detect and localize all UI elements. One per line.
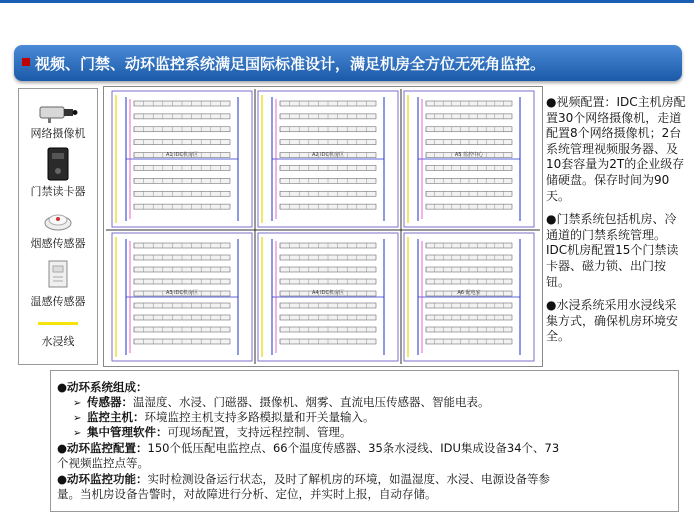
- config-row: [57, 441, 559, 456]
- arrow-bullet-icon: ➢: [73, 428, 82, 439]
- smoke-sensor-icon: [43, 209, 73, 233]
- sensor-row: [73, 395, 490, 411]
- software-text: 可现场配置，支持远程控制、管理。: [167, 425, 352, 439]
- software-label: 集中管理软件：: [87, 425, 168, 439]
- function-row: [57, 472, 550, 487]
- config-label: ●动环监控配置：: [57, 441, 148, 455]
- host-text: 环境监控主机支持多路模拟量和开关量输入。: [144, 410, 375, 424]
- software-row: [73, 425, 352, 441]
- card-reader-icon: [46, 147, 70, 181]
- composition-title: ●动环系统组成：: [57, 380, 148, 394]
- zone-label: A3 IDC机房区: [165, 290, 199, 296]
- legend-label: 温感传感器: [30, 295, 86, 308]
- legend-label: 网络摄像机: [30, 127, 86, 140]
- legend-panel: [18, 88, 98, 365]
- floor-plan-drawing: [104, 87, 542, 366]
- zone-label: A5 监控中心: [454, 152, 484, 158]
- zone-label: A2 IDC机房区: [311, 152, 345, 158]
- zone-label: A6 配电室: [457, 290, 481, 296]
- camera-icon: [38, 101, 78, 125]
- arrow-bullet-icon: ➢: [73, 413, 82, 424]
- environment-monitoring-box: [50, 370, 679, 512]
- temperature-sensor-icon: [43, 259, 73, 293]
- config-row-continued: 个视频监控点等。: [57, 456, 149, 470]
- title-banner: [14, 45, 682, 81]
- legend-label: 水浸线: [41, 335, 75, 348]
- page-title: 视频、门禁、动环监控系统满足国际标准设计，满足机房全方位无死角监控。: [35, 55, 546, 73]
- function-text: 实时检测设备运行状态，及时了解机房的环境，如温湿度、水浸、电源设备等参: [147, 472, 551, 486]
- water-line-icon: [38, 321, 78, 327]
- arrow-bullet-icon: ➢: [73, 398, 82, 409]
- top-accent-line: [0, 0, 694, 3]
- red-square-bullet-icon: [22, 58, 30, 66]
- config-text: 150个低压配电监控点、66个温度传感器、35条水浸线、IDU集成设备34个、73: [147, 441, 560, 455]
- floor-plan: [103, 86, 543, 367]
- host-label: 监控主机：: [87, 410, 145, 424]
- legend-label: 烟感传感器: [30, 237, 86, 250]
- function-row-continued: 量。当机房设备告警时，对故障进行分析、定位，并实时上报，自动存储。: [57, 487, 437, 501]
- function-label: ●动环监控功能：: [57, 472, 148, 486]
- legend-label: 门禁读卡器: [30, 185, 86, 198]
- config-description: [546, 95, 686, 353]
- sensor-text: 温湿度、水浸、门磁器、摄像机、烟雾、直流电压传感器、智能电表。: [133, 395, 490, 409]
- sensor-label: 传感器：: [87, 395, 133, 409]
- water-leak-text: ●水浸系统采用水浸线采集方式，确保机房环境安全。: [546, 298, 679, 344]
- video-config-text: ●视频配置：IDC主机房配置30个网络摄像机，走道配置8个网络摄像机；2台系统管理视频服务器、及10套容量为2T的企业级存储硬盘。保存时间为90天。: [546, 95, 686, 203]
- host-row: [73, 410, 375, 426]
- zone-label: A4 IDC机房区: [311, 290, 345, 296]
- access-control-text: ●门禁系统包括机房、冷通道的门禁系统管理。IDC机房配置15个门禁读卡器、磁力锁、出门按钮。: [546, 212, 679, 289]
- zone-label: A1 IDC机房区: [165, 152, 199, 158]
